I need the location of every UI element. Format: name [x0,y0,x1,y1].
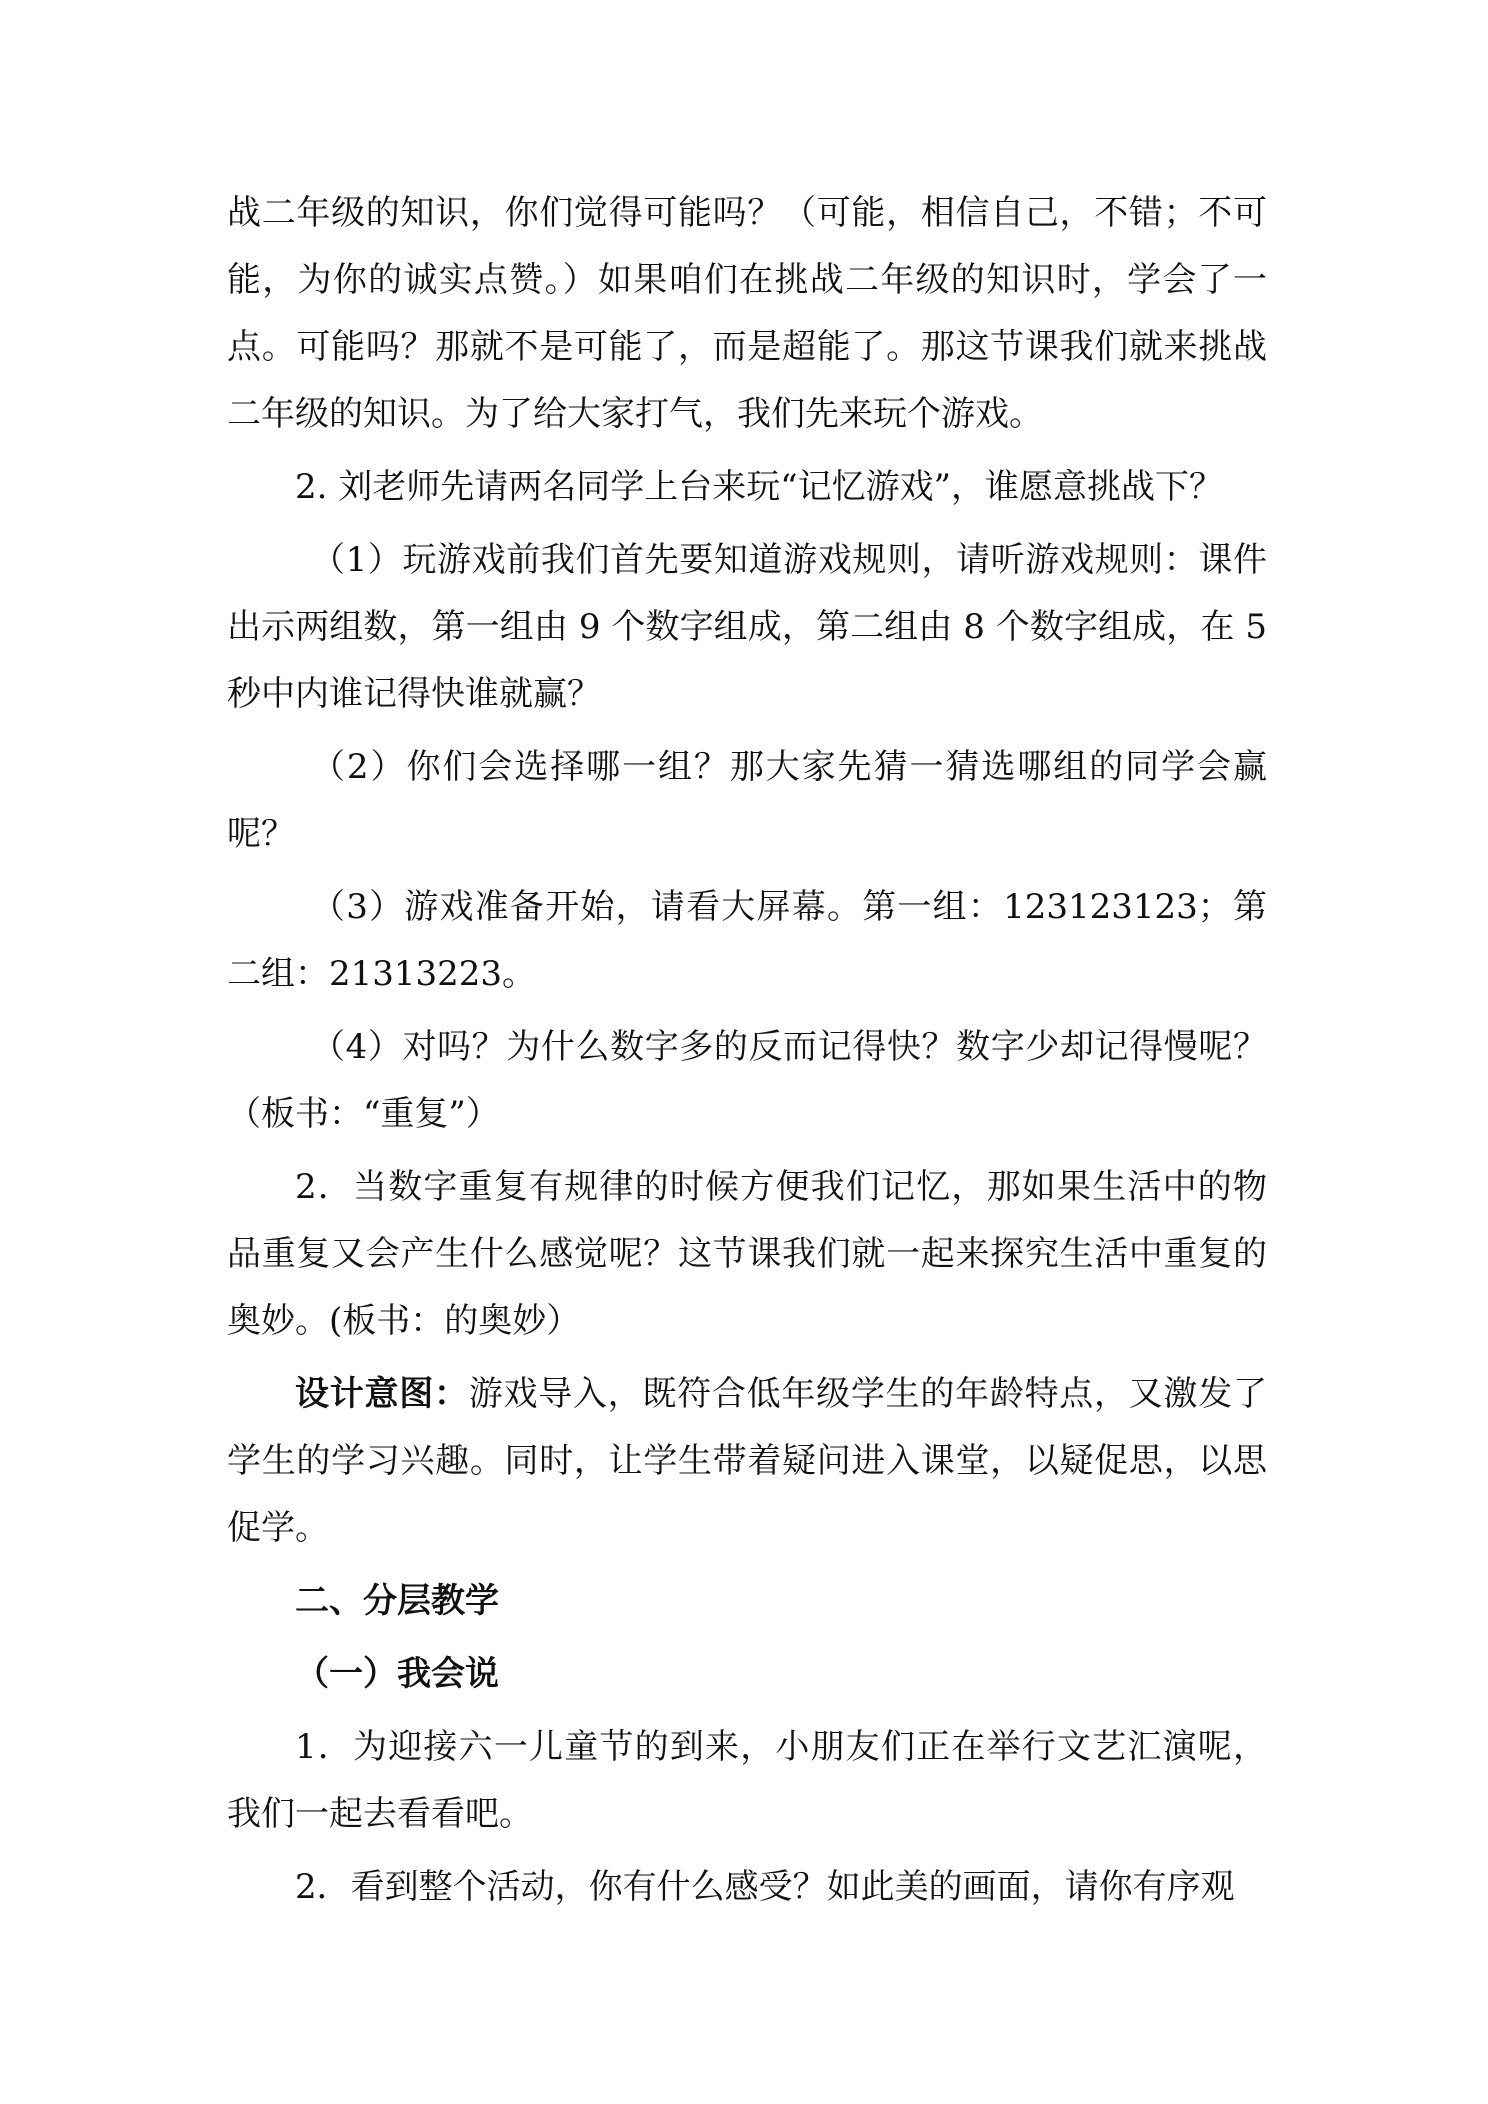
paragraph-continuation: 战二年级的知识，你们觉得可能吗？（可能，相信自己，不错；不可能，为你的诚实点赞。）如果咱们在挑战二年级的知识时，学会了一点。可能吗？那就不是可能了，而是超能了。那这节课我们就来挑战二年级的知识。为了给大家打气，我们先来玩个游戏。 [227,193,1267,434]
paragraph-choose-group: （2）你们会选择哪一组？那大家先猜一猜选哪组的同学会赢呢？ [227,747,1267,854]
item-observe: 2．看到整个活动，你有什么感受？如此美的画面，请你有序观 [295,1867,1235,1907]
paragraph-why-faster: （4）对吗？为什么数字多的反而记得快？数字少却记得慢呢？（板书：“重复”） [227,1027,1267,1134]
paragraph-design-intent [227,1361,1267,1562]
paragraph-memory-game: 2. 刘老师先请两名同学上台来玩“记忆游戏”，谁愿意挑战下？ [295,467,1224,507]
section-heading: 二、分层教学 [295,1581,499,1621]
paragraph-repetition-intro: 2．当数字重复有规律的时候方便我们记忆，那如果生活中的物品重复又会产生什么感觉呢？这节课我们就一起来探究生活中重复的奥妙。(板书：的奥妙） [227,1167,1267,1341]
paragraph-game-start: （3）游戏准备开始，请看大屏幕。第一组：123123123；第二组：21313223。 [227,887,1267,994]
design-intent-text: 游戏导入，既符合低年级学生的年龄特点，又激发了学生的学习兴趣。同时，让学生带着疑问进入课堂，以疑促思，以思促学。 [227,1374,1268,1548]
design-intent-label: 设计意图： [295,1374,469,1414]
item-children-day: 1．为迎接六一儿童节的到来，小朋友们正在举行文艺汇演呢，我们一起去看看吧。 [227,1727,1267,1834]
document-body [227,180,1278,1921]
subsection-heading: （一）我会说 [295,1654,499,1694]
paragraph-game-rules: （1）玩游戏前我们首先要知道游戏规则，请听游戏规则：课件出示两组数，第一组由 9 个数字组成，第二组由 8 个数字组成，在 5 秒中内谁记得快谁就赢？ [227,540,1278,714]
